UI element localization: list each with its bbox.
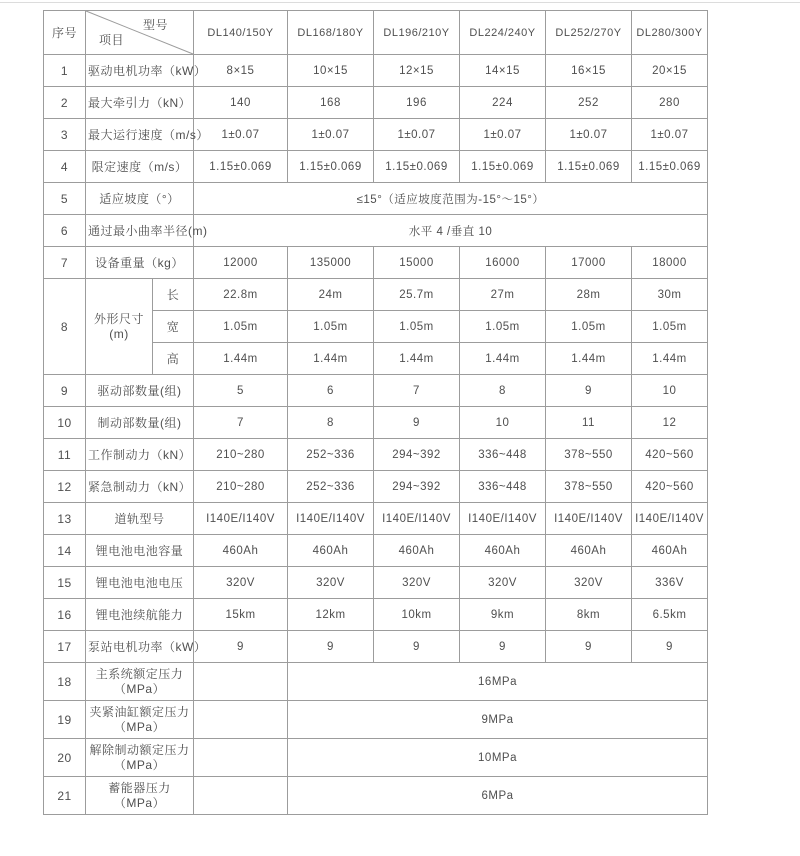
cell-value: 12×15 xyxy=(374,55,460,87)
row-label: 泵站电机功率（kW） xyxy=(86,631,194,663)
merged-value: 水平 4 /垂直 10 xyxy=(194,215,708,247)
row-label-line2: （MPa） xyxy=(113,795,166,810)
cell-value: 1.05m xyxy=(288,311,374,343)
merged-value: 6MPa xyxy=(288,777,708,815)
table-row xyxy=(44,503,708,535)
row-label: 适应坡度（°） xyxy=(86,183,194,215)
cell-value: 1.15±0.069 xyxy=(288,151,374,183)
row-label: 锂电池续航能力 xyxy=(86,599,194,631)
table-row xyxy=(44,535,708,567)
cell-value: 320V xyxy=(288,567,374,599)
empty-cell xyxy=(194,739,288,777)
table-row xyxy=(44,701,708,739)
cell-value: 15000 xyxy=(374,247,460,279)
cell-value: 8×15 xyxy=(194,55,288,87)
row-number: 6 xyxy=(44,215,86,247)
cell-value: 1±0.07 xyxy=(374,119,460,151)
row-label xyxy=(86,701,194,739)
cell-value: 210~280 xyxy=(194,439,288,471)
cell-value: 280 xyxy=(632,87,708,119)
merged-value: 10MPa xyxy=(288,739,708,777)
cell-value: 1.15±0.069 xyxy=(460,151,546,183)
dimension-name: 长 xyxy=(153,279,194,311)
corner-item-label: 项目 xyxy=(99,33,125,47)
cell-value: 9 xyxy=(632,631,708,663)
row-number: 10 xyxy=(44,407,86,439)
row-label-line1: 主系统额定压力 xyxy=(95,666,184,681)
table-row xyxy=(44,247,708,279)
cell-value: 10 xyxy=(460,407,546,439)
model-header: DL168/180Y xyxy=(288,11,374,55)
cell-value: 1.05m xyxy=(460,311,546,343)
cell-value: 9 xyxy=(546,375,632,407)
row-label: 制动部数量(组) xyxy=(86,407,194,439)
row-label: 最大牵引力（kN） xyxy=(86,87,194,119)
cell-value: 196 xyxy=(374,87,460,119)
cell-value: 1±0.07 xyxy=(632,119,708,151)
cell-value: 7 xyxy=(194,407,288,439)
table-row xyxy=(44,375,708,407)
cell-value: 320V xyxy=(546,567,632,599)
model-header: DL224/240Y xyxy=(460,11,546,55)
cell-value: 320V xyxy=(374,567,460,599)
row-label xyxy=(86,777,194,815)
row-label: 锂电池电池电压 xyxy=(86,567,194,599)
cell-value: 7 xyxy=(374,375,460,407)
table-row xyxy=(44,407,708,439)
cell-value: 1.44m xyxy=(632,343,708,375)
dimension-name: 高 xyxy=(153,343,194,375)
cell-value: 25.7m xyxy=(374,279,460,311)
row-label-line1: 解除制动额定压力 xyxy=(89,742,190,757)
table-row xyxy=(44,471,708,503)
row-label-line1: 夹紧油缸额定压力 xyxy=(89,704,190,719)
model-header: DL140/150Y xyxy=(194,11,288,55)
table-row xyxy=(44,567,708,599)
corner-header-cell xyxy=(86,11,194,55)
row-number: 21 xyxy=(44,777,86,815)
row-number: 17 xyxy=(44,631,86,663)
cell-value: 28m xyxy=(546,279,632,311)
cell-value: 1.05m xyxy=(194,311,288,343)
cell-value: 1.44m xyxy=(546,343,632,375)
empty-cell xyxy=(194,663,288,701)
cell-value: 15km xyxy=(194,599,288,631)
cell-value: 12km xyxy=(288,599,374,631)
table-row xyxy=(44,215,708,247)
cell-value: 24m xyxy=(288,279,374,311)
row-number: 20 xyxy=(44,739,86,777)
cell-value: 1±0.07 xyxy=(460,119,546,151)
cell-value: 16000 xyxy=(460,247,546,279)
cell-value: 8km xyxy=(546,599,632,631)
cell-value: 224 xyxy=(460,87,546,119)
cell-value: 460Ah xyxy=(374,535,460,567)
row-label-line2: （MPa） xyxy=(113,681,166,696)
row-label: 锂电池电池容量 xyxy=(86,535,194,567)
cell-value: 1.05m xyxy=(374,311,460,343)
cell-value: 10 xyxy=(632,375,708,407)
cell-value: 12000 xyxy=(194,247,288,279)
cell-value: I140E/I140V xyxy=(288,503,374,535)
cell-value: 9 xyxy=(460,631,546,663)
cell-value: 1±0.07 xyxy=(546,119,632,151)
row-number: 9 xyxy=(44,375,86,407)
table-row xyxy=(44,777,708,815)
row-label: 驱动电机功率（kW） xyxy=(86,55,194,87)
cell-value: 1.15±0.069 xyxy=(374,151,460,183)
cell-value: 460Ah xyxy=(546,535,632,567)
cell-value: 420~560 xyxy=(632,439,708,471)
cell-value: 1.15±0.069 xyxy=(546,151,632,183)
row-number: 19 xyxy=(44,701,86,739)
cell-value: 20×15 xyxy=(632,55,708,87)
cell-value: 22.8m xyxy=(194,279,288,311)
row-label xyxy=(86,663,194,701)
row-number: 1 xyxy=(44,55,86,87)
cell-value: I140E/I140V xyxy=(194,503,288,535)
cell-value: 135000 xyxy=(288,247,374,279)
table-row xyxy=(44,599,708,631)
row-label: 驱动部数量(组) xyxy=(86,375,194,407)
model-header: DL280/300Y xyxy=(632,11,708,55)
cell-value: 6 xyxy=(288,375,374,407)
cell-value: I140E/I140V xyxy=(632,503,708,535)
cell-value: 1±0.07 xyxy=(288,119,374,151)
cell-value: 1±0.07 xyxy=(194,119,288,151)
cell-value: 320V xyxy=(194,567,288,599)
model-header: DL196/210Y xyxy=(374,11,460,55)
row-number: 13 xyxy=(44,503,86,535)
table-row xyxy=(44,279,708,311)
cell-value: 17000 xyxy=(546,247,632,279)
empty-cell xyxy=(194,777,288,815)
cell-value: 252~336 xyxy=(288,471,374,503)
cell-value: 6.5km xyxy=(632,599,708,631)
cell-value: 27m xyxy=(460,279,546,311)
merged-value: 9MPa xyxy=(288,701,708,739)
row-number: 11 xyxy=(44,439,86,471)
merged-value: 16MPa xyxy=(288,663,708,701)
row-label: 道轨型号 xyxy=(86,503,194,535)
cell-value: 378~550 xyxy=(546,471,632,503)
cell-value: 294~392 xyxy=(374,471,460,503)
row-number: 7 xyxy=(44,247,86,279)
cell-value: 11 xyxy=(546,407,632,439)
cell-value: 294~392 xyxy=(374,439,460,471)
cell-value: 8 xyxy=(288,407,374,439)
cell-value: 1.44m xyxy=(288,343,374,375)
cell-value: 10km xyxy=(374,599,460,631)
cell-value: 460Ah xyxy=(460,535,546,567)
cell-value: 210~280 xyxy=(194,471,288,503)
row-number: 3 xyxy=(44,119,86,151)
cell-value: I140E/I140V xyxy=(546,503,632,535)
cell-value: 18000 xyxy=(632,247,708,279)
corner-model-label: 型号 xyxy=(142,18,168,32)
cell-value: 9km xyxy=(460,599,546,631)
row-label xyxy=(86,739,194,777)
table-row xyxy=(44,739,708,777)
cell-value: 12 xyxy=(632,407,708,439)
row-label: 紧急制动力（kN） xyxy=(86,471,194,503)
cell-value: 1.05m xyxy=(632,311,708,343)
row-number: 8 xyxy=(44,279,86,375)
row-label: 工作制动力（kN） xyxy=(86,439,194,471)
row-number: 12 xyxy=(44,471,86,503)
cell-value: 14×15 xyxy=(460,55,546,87)
cell-value: 320V xyxy=(460,567,546,599)
table-row xyxy=(44,631,708,663)
row-number: 4 xyxy=(44,151,86,183)
cell-value: I140E/I140V xyxy=(460,503,546,535)
row-label-line1: 蓄能器压力 xyxy=(108,780,171,795)
cell-value: 9 xyxy=(288,631,374,663)
row-number: 14 xyxy=(44,535,86,567)
row-label: 最大运行速度（m/s） xyxy=(86,119,194,151)
row-label: 通过最小曲率半径(m) xyxy=(86,215,194,247)
table-row xyxy=(44,439,708,471)
cell-value: 1.05m xyxy=(546,311,632,343)
empty-cell xyxy=(194,701,288,739)
cell-value: 460Ah xyxy=(632,535,708,567)
dimension-name: 宽 xyxy=(153,311,194,343)
table-row xyxy=(44,87,708,119)
table-row xyxy=(44,119,708,151)
row-number: 2 xyxy=(44,87,86,119)
table-row xyxy=(44,151,708,183)
cell-value: 1.15±0.069 xyxy=(194,151,288,183)
row-number: 15 xyxy=(44,567,86,599)
cell-value: 140 xyxy=(194,87,288,119)
row-label-line2: (m) xyxy=(109,326,129,341)
row-number: 18 xyxy=(44,663,86,701)
row-label: 限定速度（m/s） xyxy=(86,151,194,183)
cell-value: 336~448 xyxy=(460,471,546,503)
cell-value: 8 xyxy=(460,375,546,407)
cell-value: 1.44m xyxy=(194,343,288,375)
cell-value: 1.44m xyxy=(460,343,546,375)
cell-value: 378~550 xyxy=(546,439,632,471)
table-row xyxy=(44,663,708,701)
row-label: 设备重量（kg） xyxy=(86,247,194,279)
serial-number-header: 序号 xyxy=(44,11,86,55)
spec-table xyxy=(43,10,708,815)
cell-value: 1.44m xyxy=(374,343,460,375)
cell-value: 460Ah xyxy=(288,535,374,567)
row-number: 16 xyxy=(44,599,86,631)
cell-value: 1.15±0.069 xyxy=(632,151,708,183)
cell-value: 5 xyxy=(194,375,288,407)
cell-value: 168 xyxy=(288,87,374,119)
row-label-line1: 外形尺寸 xyxy=(93,311,144,326)
cell-value: 30m xyxy=(632,279,708,311)
table-row xyxy=(44,55,708,87)
cell-value: I140E/I140V xyxy=(374,503,460,535)
row-label-line2: （MPa） xyxy=(113,757,166,772)
cell-value: 9 xyxy=(194,631,288,663)
cell-value: 336V xyxy=(632,567,708,599)
cell-value: 460Ah xyxy=(194,535,288,567)
cell-value: 336~448 xyxy=(460,439,546,471)
cell-value: 420~560 xyxy=(632,471,708,503)
table-row xyxy=(44,183,708,215)
cell-value: 9 xyxy=(374,631,460,663)
row-label-line2: （MPa） xyxy=(113,719,166,734)
merged-value: ≤15°（适应坡度范围为-15°～15°） xyxy=(194,183,708,215)
model-header: DL252/270Y xyxy=(546,11,632,55)
cell-value: 9 xyxy=(374,407,460,439)
cell-value: 10×15 xyxy=(288,55,374,87)
row-label xyxy=(86,279,153,375)
page-top-rule xyxy=(0,2,800,3)
cell-value: 16×15 xyxy=(546,55,632,87)
header-row xyxy=(44,11,708,55)
row-number: 5 xyxy=(44,183,86,215)
cell-value: 252~336 xyxy=(288,439,374,471)
cell-value: 252 xyxy=(546,87,632,119)
cell-value: 9 xyxy=(546,631,632,663)
